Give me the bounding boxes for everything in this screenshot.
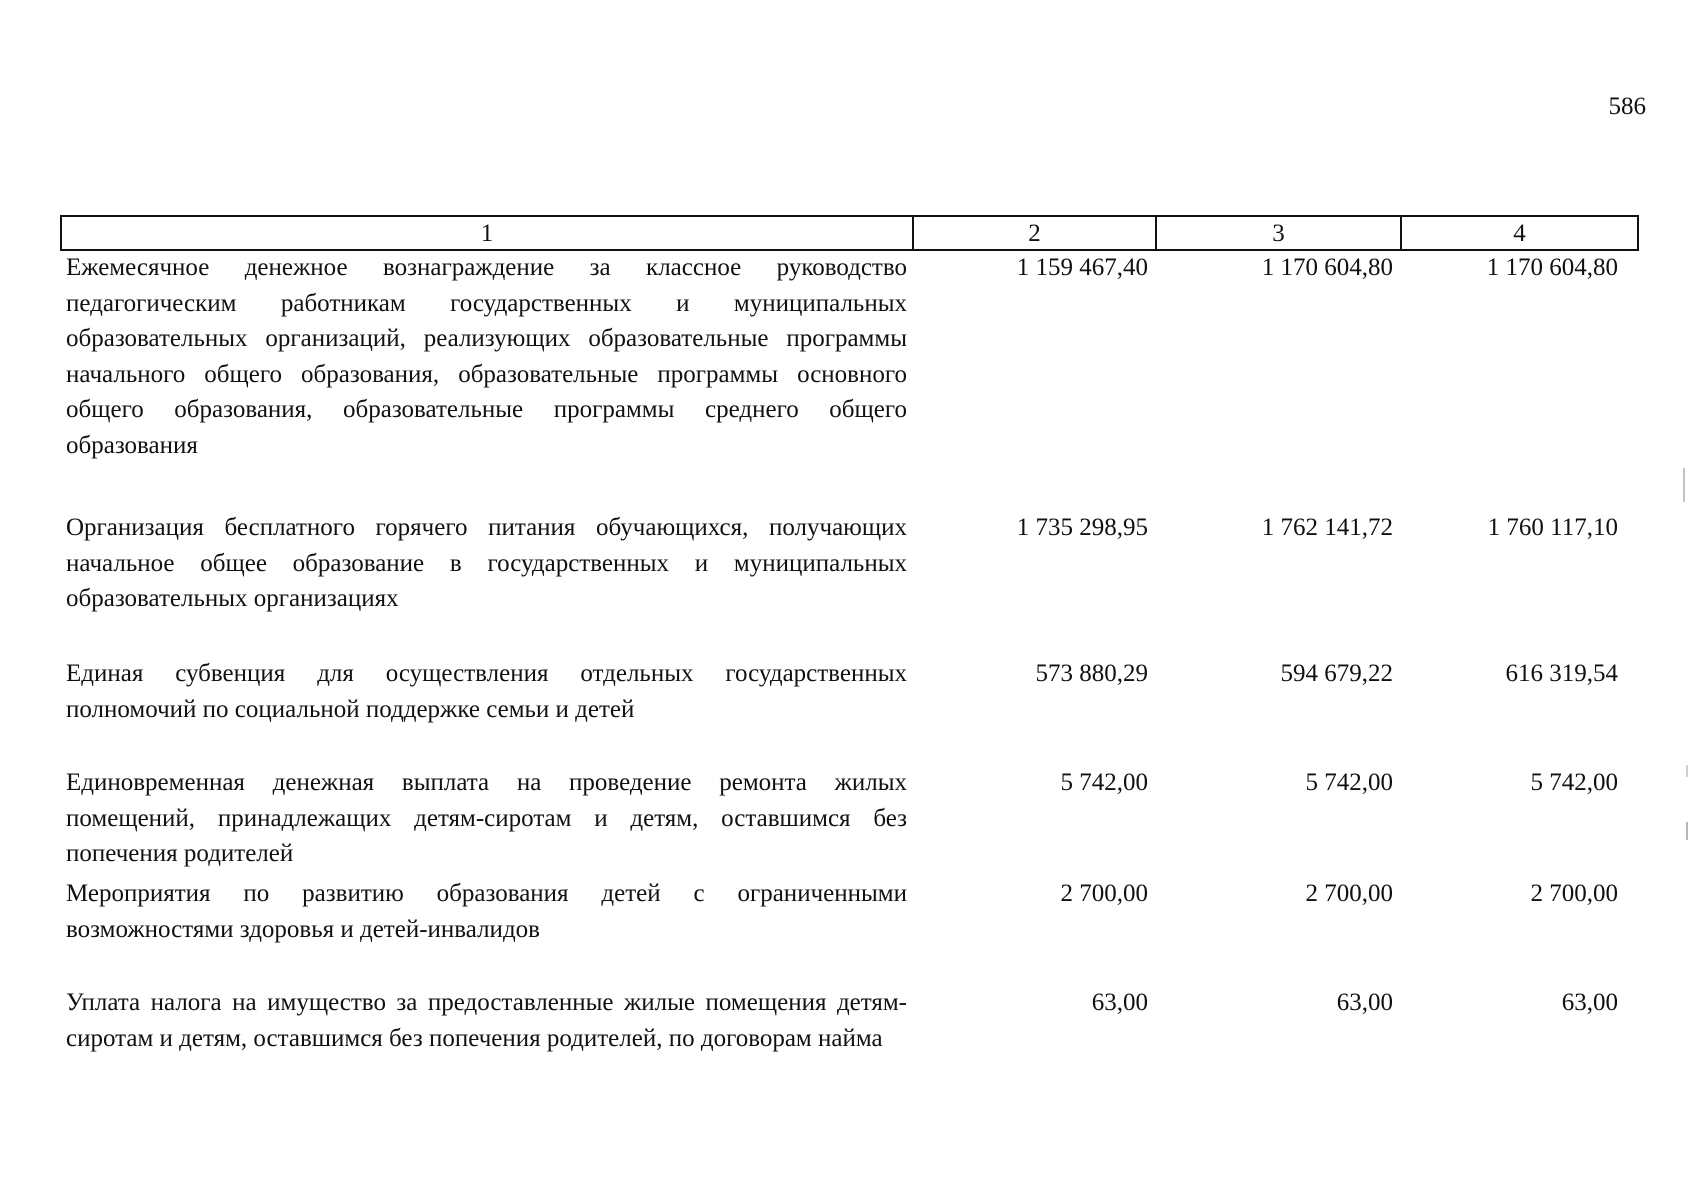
row-value-col-3: 1 170 604,80	[1261, 254, 1393, 281]
row-value-col-2: 5 742,00	[1060, 769, 1148, 796]
scan-mark	[1683, 468, 1685, 502]
table-header	[60, 215, 1639, 251]
row-value-col-4: 1 760 117,10	[1487, 514, 1618, 541]
row-description: Мероприятия по развитию образования детей с ограниченными возможностями здоровья и детей-инвалидов	[66, 880, 907, 943]
row-description: Уплата налога на имущество за предоставленные жилые помещения детям-сиротам и детям, оставшимся без попечения родителей, по договорам найма	[66, 989, 907, 1052]
row-value-col-2: 573 880,29	[1035, 660, 1148, 687]
table-row	[60, 250, 1639, 463]
row-value-col-4: 616 319,54	[1505, 660, 1618, 687]
row-value-col-4: 2 700,00	[1530, 880, 1618, 907]
row-value-col-2: 1 735 298,95	[1016, 514, 1148, 541]
row-value-col-3: 594 679,22	[1280, 660, 1393, 687]
table-row	[60, 656, 1639, 727]
row-description: Единая субвенция для осуществления отдельных государственных полномочий по социальной поддержке семьи и детей	[66, 660, 907, 723]
scan-mark	[1686, 822, 1688, 840]
row-description: Организация бесплатного горячего питания обучающихся, получающих начальное общее образование в государственных и муниципальных образовательных организациях	[66, 514, 907, 612]
row-value-col-4: 1 170 604,80	[1486, 254, 1618, 281]
header-col-3: 3	[1155, 217, 1400, 249]
header-col-1: 1	[480, 220, 494, 247]
row-value-col-3: 5 742,00	[1305, 769, 1393, 796]
scan-mark	[1686, 765, 1688, 777]
row-value-col-4: 5 742,00	[1530, 769, 1618, 796]
row-value-col-3: 2 700,00	[1305, 880, 1393, 907]
header-col-2: 2	[912, 217, 1155, 249]
row-value-col-2: 1 159 467,40	[1016, 254, 1148, 281]
row-value-col-2: 63,00	[1091, 989, 1148, 1016]
row-value-col-3: 1 762 141,72	[1261, 514, 1393, 541]
row-description: Ежемесячное денежное вознаграждение за классное руководство педагогическим работникам государственных и муниципальных образовательных организаций, реализующих образовательные программы начального общего образования, образовательные программы основного общего образования, образовательные программы среднего общего образования	[66, 254, 907, 459]
row-description: Единовременная денежная выплата на проведение ремонта жилых помещений, принадлежащих детям-сиротам и детям, оставшимся без попечения родителей	[66, 769, 907, 867]
row-value-col-3: 63,00	[1336, 989, 1393, 1016]
row-value-col-2: 2 700,00	[1060, 880, 1148, 907]
header-col-4: 4	[1400, 217, 1637, 249]
row-value-col-4: 63,00	[1561, 989, 1618, 1016]
table-row	[60, 985, 1639, 1056]
table-row	[60, 510, 1639, 617]
page-number: 586	[1608, 93, 1646, 120]
table-row	[60, 765, 1639, 872]
table-row	[60, 876, 1639, 947]
